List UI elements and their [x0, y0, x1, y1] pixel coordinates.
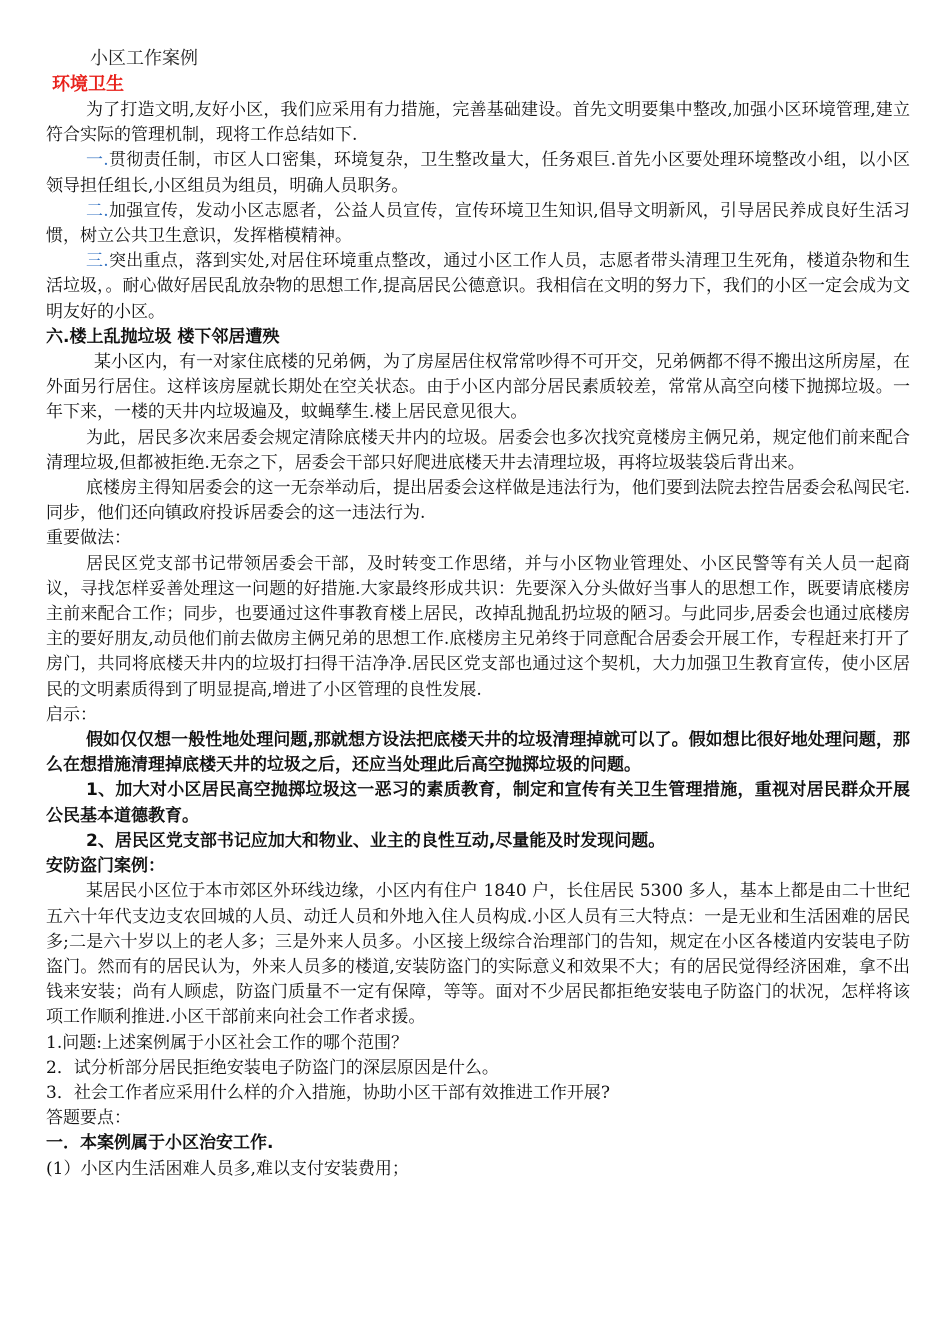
- document-title: 小区工作案例: [90, 48, 198, 69]
- point-text: 加强宣传，发动小区志愿者，公益人员宣传，宣传环境卫生知识,倡导文明新风，引导居民养成良好生活习惯，树立公共卫生意识，发挥楷模精神。: [46, 200, 910, 247]
- answer-item: (1）小区内生活困难人员多,难以支付安装费用；: [46, 1158, 409, 1179]
- section-heading-security: 安防盗门案例：: [46, 856, 165, 877]
- point-number: 二.: [86, 200, 109, 221]
- section-heading-garbage: 六.楼上乱抛垃圾 楼下邻居遭殃: [46, 326, 280, 347]
- question-2: 2．试分析部分居民拒绝安装电子防盗门的深层原因是什么。: [46, 1057, 499, 1078]
- answer-heading: 一．本案例属于小区治安工作.: [46, 1133, 274, 1154]
- insight-label: 启示：: [46, 704, 97, 725]
- intro-paragraph: 为了打造文明,友好小区，我们应采用有力措施，完善基础建设。首先文明要集中整改,加强小区环境管理,建立符合实际的管理机制，现将工作总结如下.: [46, 100, 910, 146]
- point-number: 一.: [86, 150, 109, 171]
- approach-label: 重要做法：: [46, 528, 131, 549]
- point-text: 贯彻责任制，市区人口密集，环境复杂，卫生整改量大，任务艰巨.首先小区要处理环境整改小组，以小区领导担任组长,小区组员为组员，明确人员职务。: [46, 150, 910, 196]
- document-page: [46, 46, 910, 1182]
- case-paragraph: 某小区内，有一对家住底楼的兄弟俩，为了房屋居住权常常吵得不可开交，兄弟俩都不得不搬出这所房屋，在外面另行居住。这样该房屋就长期处在空关状态。由于小区内部分居民素质较差，常常从高空向楼下抛掷垃圾。一年下来，一楼的天井内垃圾遍及，蚊蝇孳生.楼上居民意见很大。: [46, 352, 910, 423]
- question-3: 3．社会工作者应采用什么样的介入措施，协助小区干部有效推进工作开展?: [46, 1082, 610, 1103]
- answer-label: 答题要点：: [46, 1108, 131, 1129]
- section-heading-environment: 环境卫生: [52, 74, 124, 95]
- security-case-paragraph: 某居民小区位于本市郊区外环线边缘，小区内有住户 1840 户，长住居民 5300 多人，基本上都是由二十世纪五六十年代支边支农回城的人员、动迁人员和外地入住人员构成.小区人员有三大特点：一是无业和生活困难的居民多;二是六十岁以上的老人多；三是外来人员多。小区接上级综合治理部门的告知，规定在小区各楼道内安装电子防盗门。然而有的居民认为，外来人员多的楼道,安装防盗门的实际意义和效果不大；有的居民觉得经济困难，拿不出钱来安装；尚有人顾虑，防盗门质量不一定有保障，等等。面对不少居民都拒绝安装电子防盗门的状况，怎样将该项工作顺利推进.小区干部前来向社会工作者求援。: [46, 881, 911, 1028]
- point-number: 三.: [86, 251, 109, 272]
- approach-paragraph: 居民区党支部书记带领居委会干部，及时转变工作思绪，并与小区物业管理处、小区民警等有关人员一起商议，寻找怎样妥善处理这一问题的好措施.大家最终形成共识：先要深入分头做好当事人的思想工作，既要请底楼房主前来配合工作；同步，也要通过这件事教育楼上居民，改掉乱抛乱扔垃圾的陋习。与此同步,居委会也通过底楼房主的要好朋友,动员他们前去做房主俩兄弟的思想工作.底楼房主兄弟终于同意配合居委会开展工作，专程赶来打开了房门，共同将底楼天井内的垃圾打扫得干洁净净.居民区党支部也通过这个契机，大力加强卫生教育宣传，使小区居民的文明素质得到了明显提高,增进了小区管理的良性发展.: [46, 553, 910, 700]
- point-2: [46, 199, 910, 249]
- case-paragraph: 为此，居民多次来居委会规定清除底楼天井内的垃圾。居委会也多次找究竟楼房主俩兄弟，规定他们前来配合清理垃圾,但都被拒绝.无奈之下，居委会干部只好爬进底楼天井去清理垃圾，再将垃圾装袋后背出来。: [46, 427, 910, 473]
- question-1: 1.问题:上述案例属于小区社会工作的哪个范围？: [46, 1032, 408, 1053]
- point-text: 突出重点，落到实处,对居住环境重点整改，通过小区工作人员，志愿者带头清理卫生死角，楼道杂物和生活垃圾，。耐心做好居民乱放杂物的思想工作,提高居民公德意识。我相信在文明的努力下，我们的小区一定会成为文明友好的小区。: [46, 251, 910, 322]
- insight-paragraph: 假如仅仅想一般性地处理问题,那就想方设法把底楼天井的垃圾清理掉就可以了。假如想比很好地处理问题，那么在想措施清理掉底楼天井的垃圾之后，还应当处理此后高空抛掷垃圾的问题。: [46, 730, 910, 776]
- point-1: [46, 148, 910, 198]
- point-3: [46, 249, 910, 325]
- case-paragraph: 底楼房主得知居委会的这一无奈举动后，提出居委会这样做是违法行为，他们要到法院去控告居委会私闯民宅.同步，他们还向镇政府投诉居委会的这一违法行为.: [46, 478, 910, 524]
- insight-point: 2、居民区党支部书记应加大和物业、业主的良性互动,尽量能及时发现问题。: [86, 830, 666, 851]
- insight-point: 1、加大对小区居民高空抛掷垃圾这一恶习的素质教育，制定和宣传有关卫生管理措施，重视对居民群众开展公民基本道德教育。: [46, 780, 910, 826]
